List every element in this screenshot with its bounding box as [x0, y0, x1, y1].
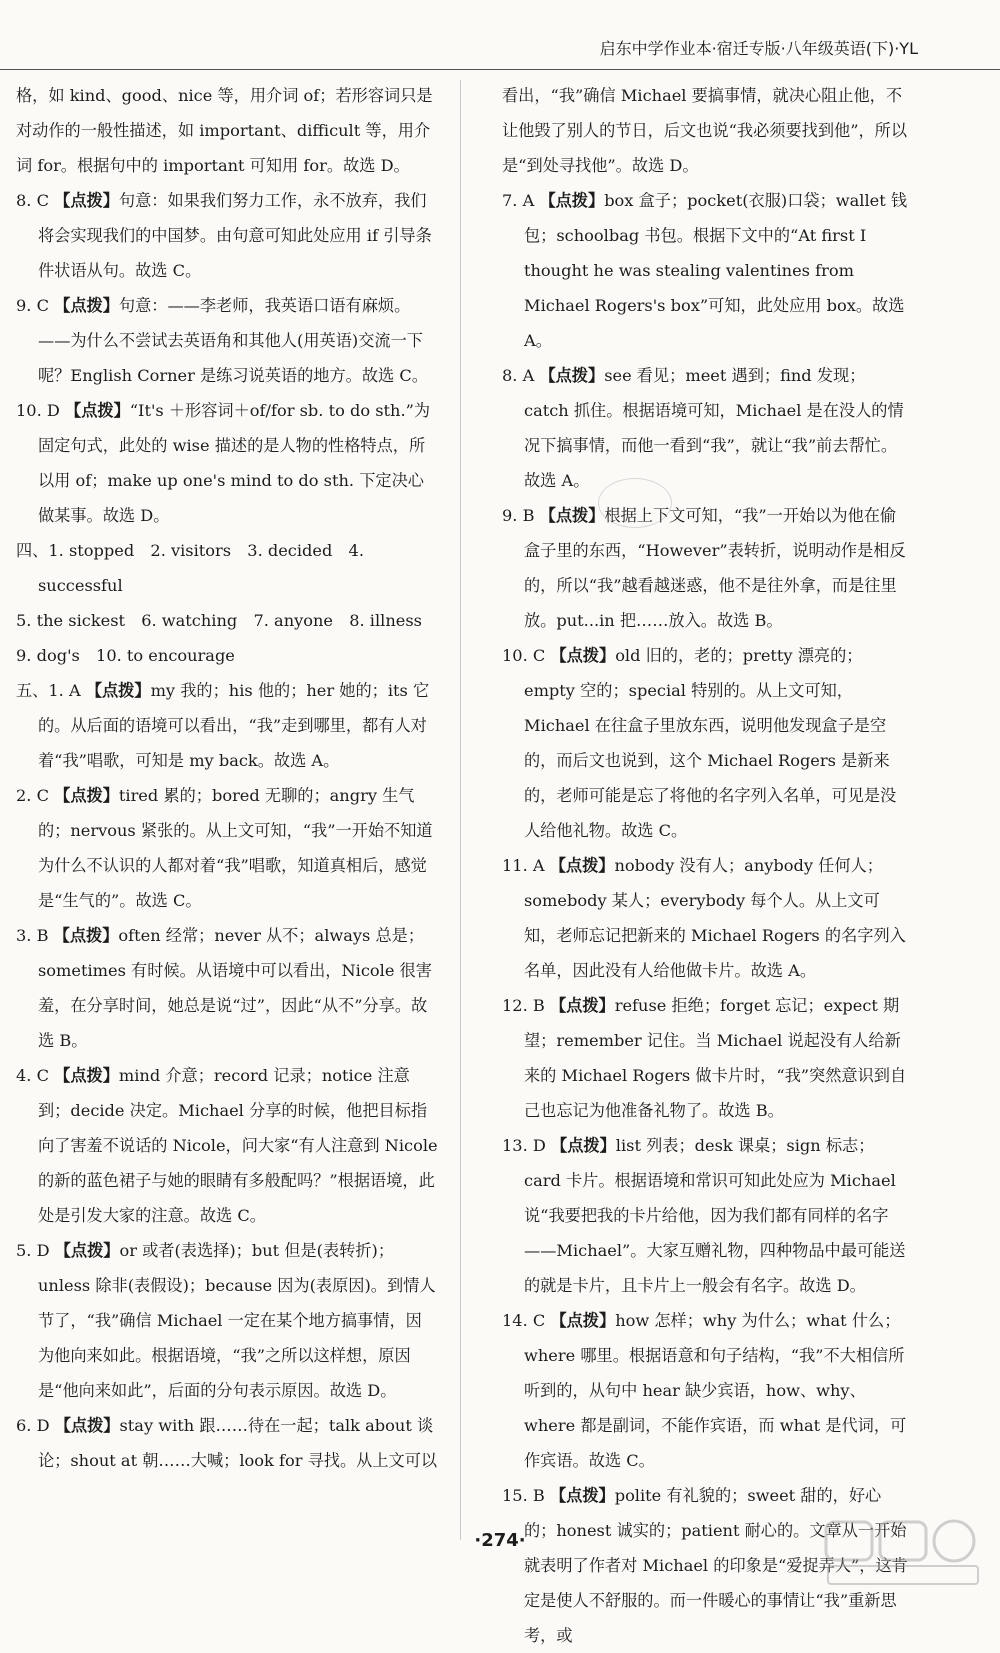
item-text: stay with 跟……待在一起；talk about 谈论；shout at 朝……大喊；look for 寻找。从上文可以 — [38, 1416, 438, 1470]
item-number: 9. — [16, 646, 32, 665]
running-header — [0, 28, 1000, 70]
right-answer-item — [502, 183, 910, 358]
hint-tag: 【点拨】 — [539, 366, 605, 385]
right-answer-item — [502, 1128, 910, 1303]
right-answer-item — [502, 988, 910, 1128]
item-text: polite 有礼貌的；sweet 甜的，好心的；honest 诚实的；patient 耐心的。文章从一开始就表明了作者对 Michael 的印象是“爱捉弄人”，这肯定是使人不舒服的。而一件暖心的事情让“我”重新思考，或 — [524, 1486, 908, 1645]
item-text: old 旧的，老的；pretty 漂亮的；empty 空的；special 特别的。从上文可知，Michael 在往盒子里放东西，说明他发现盒子是空的，而后文也说到，这个 Michael Rogers 是新来的，老师可能是忘了将他的名字列入名单，可见是没人给他礼物。故选 C。 — [524, 646, 897, 840]
item-number: 10. D — [16, 401, 60, 420]
right-answer-item — [502, 848, 910, 988]
hint-tag: 【点拨】 — [54, 296, 119, 315]
item-number: 四、1. — [16, 541, 64, 560]
left-answer-item — [16, 603, 438, 638]
left-answer-item — [16, 1233, 438, 1408]
hint-tag: 【点拨】 — [539, 506, 605, 525]
item-text: dog's 10. to encourage — [36, 646, 235, 665]
item-text: 句意：——李老师，我英语口语有麻烦。——为什么不尝试去英语角和其他人(用英语)交流一下呢？English Corner 是练习说英语的地方。故选 C。 — [38, 296, 428, 385]
item-number: 9. B — [502, 506, 535, 525]
hint-tag: 【点拨】 — [550, 646, 616, 665]
header-title: 启东中学作业本·宿迁专版·八年级英语(下)·YL — [599, 39, 918, 58]
left-answer-item — [16, 1058, 438, 1233]
hint-tag: 【点拨】 — [539, 191, 605, 210]
item-number: 5. D — [16, 1241, 50, 1260]
item-text: 句意：如果我们努力工作，永不放弃，我们将会实现我们的中国梦。由句意可知此处应用 if 引导条件状语从句。故选 C。 — [38, 191, 432, 280]
item-text: my 我的；his 他的；her 她的；its 它的。从后面的语境可以看出，“我”走到哪里，都有人对着“我”唱歌，可知是 my back。故选 A。 — [38, 681, 430, 770]
item-number: 7. A — [502, 191, 535, 210]
item-number: 14. C — [502, 1311, 546, 1330]
left-column — [16, 78, 438, 1478]
item-number: 15. B — [502, 1486, 545, 1505]
hint-tag: 【点拨】 — [54, 1066, 119, 1085]
right-answer-item — [502, 78, 910, 183]
item-text: often 经常；never 从不；always 总是；sometimes 有时候。从语境中可以看出，Nicole 很害羞，在分享时间，她总是说“过”，因此“从不”分享。故选 B。 — [38, 926, 432, 1050]
item-number: 6. D — [16, 1416, 50, 1435]
right-answer-item — [502, 1303, 910, 1478]
item-number: 10. C — [502, 646, 546, 665]
item-number: 5. — [16, 611, 32, 630]
item-number: 12. B — [502, 996, 545, 1015]
item-text: how 怎样；why 为什么；what 什么；where 哪里。根据语意和句子结构，“我”不大相信所听到的，从句中 hear 缺少宾语，how、why、where 都是副词，不能作宾语，而 what 是代词，可作宾语。故选 C。 — [524, 1311, 907, 1470]
item-text: list 列表；desk 课桌；sign 标志；card 卡片。根据语境和常识可知此处应为 Michael 说“我要把我的卡片给他，因为我们都有同样的名字——Michael”。大家互赠礼物，四种物品中最可能送的就是卡片，且卡片上一般会有名字。故选 D。 — [524, 1136, 906, 1295]
left-answer-item — [16, 1408, 438, 1478]
item-text: refuse 拒绝；forget 忘记；expect 期望；remember 记住。当 Michael 说起没有人给新来的 Michael Rogers 做卡片时，“我”突然意识到自己也忘记为他准备礼物了。故选 B。 — [524, 996, 907, 1120]
column-divider — [460, 80, 461, 1540]
item-text: mind 介意；record 记录；notice 注意到；decide 决定。Michael 分享的时候，他把目标指向了害羞不说话的 Nicole，问大家“有人注意到 Nicole 的新的蓝色裙子与她的眼睛有多般配吗？”根据语境，此处是引发大家的注意。故选 C。 — [38, 1066, 438, 1225]
item-number: 五、1. A — [16, 681, 81, 700]
item-number: 8. C — [16, 191, 49, 210]
hint-tag: 【点拨】 — [551, 1136, 616, 1155]
item-number: 8. A — [502, 366, 535, 385]
item-text: “It's ＋形容词＋of/for sb. to do sth.”为固定句式，此处的 wise 描述的是人物的性格特点，所以用 of；make up one's mind to do sth. 下定决心做某事。故选 D。 — [38, 401, 431, 525]
item-text: the sickest 6. watching 7. anyone 8. illness — [36, 611, 422, 630]
hint-tag: 【点拨】 — [549, 996, 615, 1015]
item-text: see 看见；meet 遇到；find 发现；catch 抓住。根据语境可知，Michael 是在没人的情况下搞事情，而他一看到“我”，就让“我”前去帮忙。故选 A。 — [524, 366, 904, 490]
left-answer-item — [16, 533, 438, 603]
hint-tag: 【点拨】 — [54, 1416, 120, 1435]
item-number: 9. C — [16, 296, 49, 315]
item-number: 11. A — [502, 856, 545, 875]
left-answer-item — [16, 918, 438, 1058]
hint-tag: 【点拨】 — [53, 926, 119, 945]
right-answer-item — [502, 358, 910, 498]
faint-stamp-mark — [598, 478, 672, 528]
left-answer-item — [16, 778, 438, 918]
right-column — [502, 78, 910, 1653]
page-number: ·274· — [474, 1530, 526, 1551]
left-answer-item — [16, 638, 438, 673]
hint-tag: 【点拨】 — [550, 1311, 616, 1330]
left-answer-item — [16, 393, 438, 533]
item-text: 看出，“我”确信 Michael 要搞事情，就决心阻止他，不让他毁了别人的节日，后文也说“我必须要找到他”，所以是“到处寻找他”。故选 D。 — [502, 86, 908, 175]
right-answer-item — [502, 498, 910, 638]
item-number: 13. D — [502, 1136, 546, 1155]
item-text: 根据上下文可知，“我”一开始以为他在偷盒子里的东西，“However”表转折，说明动作是相反的，所以“我”越看越迷惑，他不是往外拿，而是往里放。put...in 把……放入。故选 B。 — [524, 506, 906, 630]
left-answer-item — [16, 183, 438, 288]
hint-tag: 【点拨】 — [549, 856, 615, 875]
left-answer-item — [16, 673, 438, 778]
hint-tag: 【点拨】 — [54, 1241, 120, 1260]
item-text: 格，如 kind、good、nice 等，用介词 of；若形容词只是对动作的一般性描述，如 important、difficult 等，用介词 for。根据句中的 important 可知用 for。故选 D。 — [16, 86, 433, 175]
left-answer-item — [16, 78, 438, 183]
hint-tag: 【点拨】 — [54, 786, 119, 805]
item-number: 2. C — [16, 786, 49, 805]
item-text: box 盒子；pocket(衣服)口袋；wallet 钱包；schoolbag 书包。根据下文中的“At first I thought he was stealing valentines from Michael Rogers's box”可知，此处应用 box。故选 A。 — [524, 191, 908, 350]
hint-tag: 【点拨】 — [549, 1486, 615, 1505]
item-text: tired 累的；bored 无聊的；angry 生气的；nervous 紧张的。从上文可知，“我”一开始不知道为什么不认识的人都对着“我”唱歌，知道真相后，感觉是“生气的”。故选 C。 — [38, 786, 433, 910]
item-text: or 或者(表选择)；but 但是(表转折)；unless 除非(表假设)；because 因为(表原因)。到情人节了，“我”确信 Michael 一定在某个地方搞事情，因为他向来如此。根据语境，“我”之所以这样想，原因是“他向来如此”，后面的分句表示原因。故选 D。 — [38, 1241, 436, 1400]
item-text: stopped 2. visitors 3. decided 4. successful — [38, 541, 364, 595]
item-number: 4. C — [16, 1066, 49, 1085]
site-watermark-logo — [824, 1518, 982, 1588]
hint-tag: 【点拨】 — [65, 401, 130, 420]
left-answer-item — [16, 288, 438, 393]
item-text: nobody 没有人；anybody 任何人；somebody 某人；everybody 每个人。从上文可知，老师忘记把新来的 Michael Rogers 的名字列入名单，因此没有人给他做卡片。故选 A。 — [524, 856, 906, 980]
right-answer-item — [502, 638, 910, 848]
item-number: 3. B — [16, 926, 49, 945]
hint-tag: 【点拨】 — [85, 681, 151, 700]
hint-tag: 【点拨】 — [54, 191, 119, 210]
